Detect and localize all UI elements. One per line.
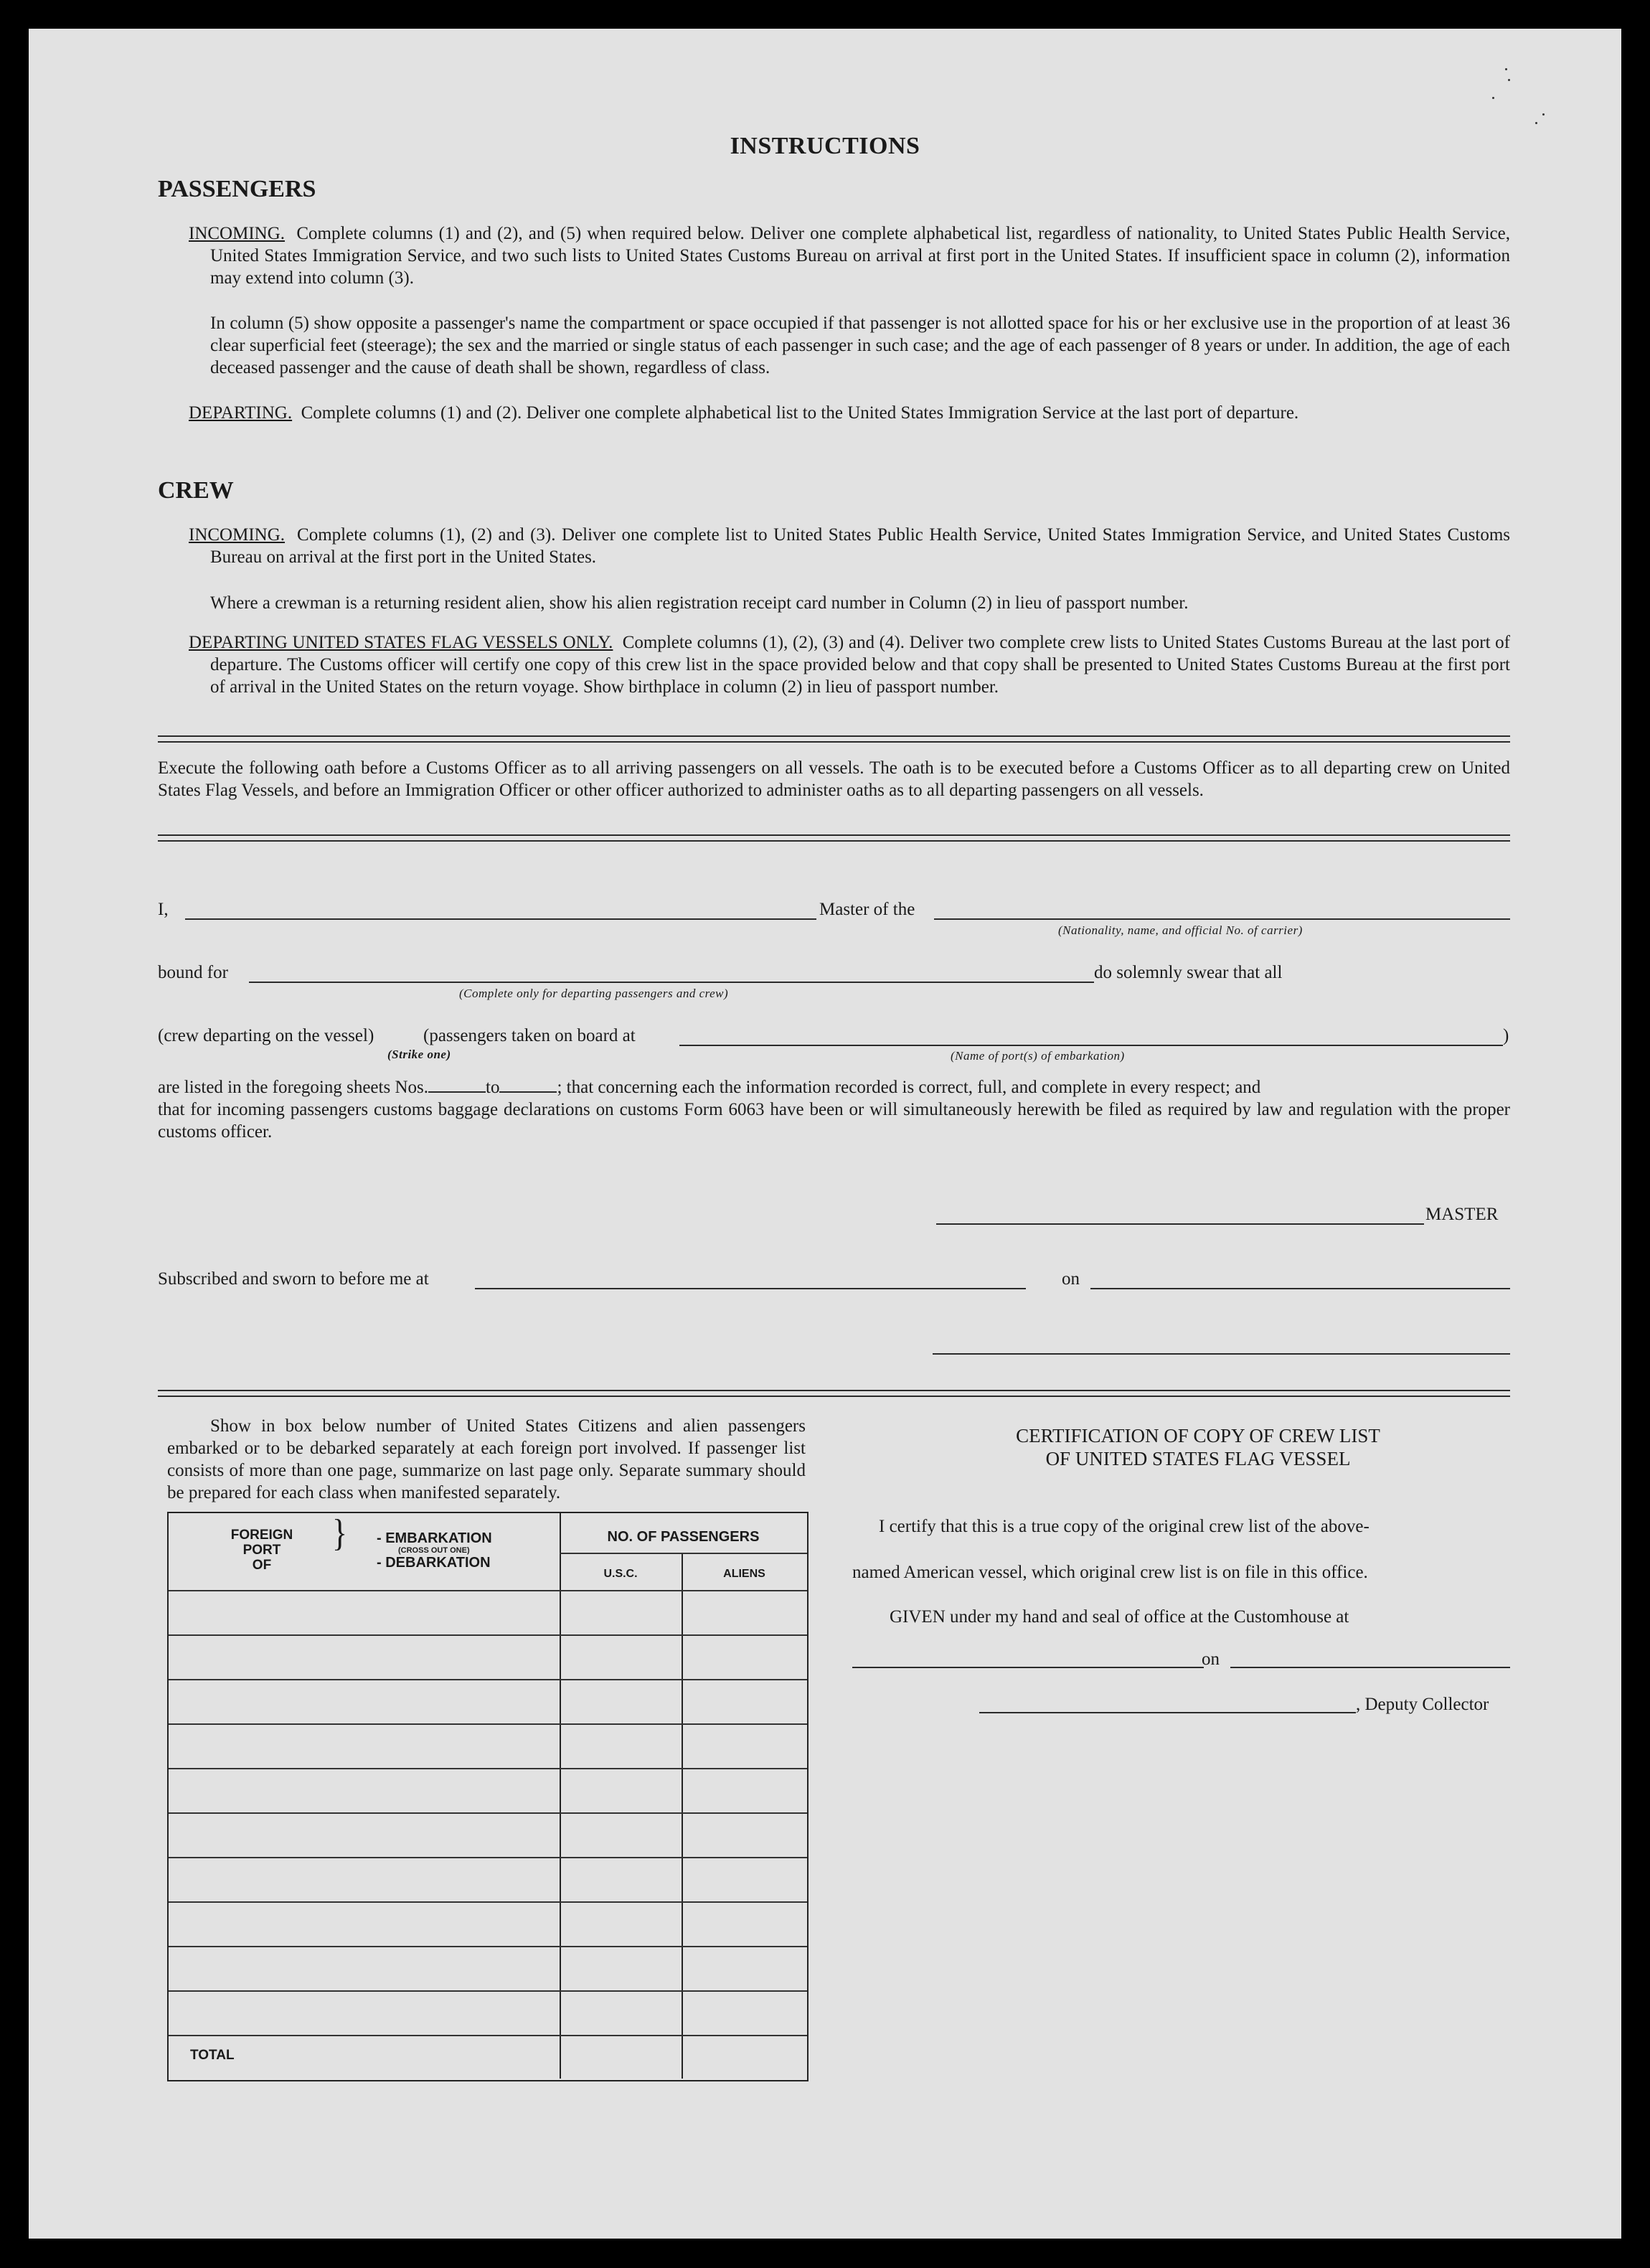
- total-label: TOTAL: [190, 2048, 235, 2063]
- cross-out-note: (CROSS OUT ONE): [398, 1546, 470, 1555]
- listed-to-text: to: [486, 1078, 500, 1097]
- ports-note: (Name of port(s) of embarkation): [951, 1049, 1125, 1063]
- divider-rule: [158, 741, 1510, 743]
- foreign-port-header: [212, 1528, 312, 1573]
- master-signature-field[interactable]: [936, 1223, 1424, 1225]
- officer-signature-field[interactable]: [933, 1353, 1510, 1355]
- divider-rule: [158, 840, 1510, 842]
- table-row-divider: [169, 1634, 807, 1636]
- master-name-field[interactable]: [185, 918, 816, 920]
- embarkation-label[interactable]: - EMBARKATION: [377, 1530, 492, 1546]
- scan-speck: [1492, 97, 1494, 99]
- close-paren: ): [1503, 1026, 1509, 1045]
- passengers-heading: PASSENGERS: [158, 176, 316, 202]
- given-line: GIVEN under my hand and seal of office at the Customhouse at: [890, 1607, 1349, 1627]
- master-of-the-label: Master of the: [819, 900, 915, 919]
- table-divider: [560, 1553, 807, 1554]
- table-row-divider: [169, 1590, 807, 1591]
- crew-departing-option[interactable]: (crew departing on the vessel): [158, 1026, 374, 1045]
- passengers-departing-paragraph: [189, 402, 1510, 424]
- scan-speck: [1508, 79, 1510, 81]
- scan-speck: [1505, 68, 1507, 70]
- passenger-summary-table: [167, 1512, 808, 2081]
- crew-departing-paragraph: [189, 631, 1511, 698]
- passengers-taken-option[interactable]: (passengers taken on board at: [423, 1026, 636, 1045]
- certify-line1: I certify that this is a true copy of the original crew list of the above-: [879, 1517, 1370, 1536]
- sheet-from-field[interactable]: [428, 1077, 486, 1093]
- usc-header: U.S.C.: [603, 1568, 638, 1580]
- table-row-divider: [169, 1812, 807, 1814]
- table-row-divider: [169, 1901, 807, 1903]
- table-divider: [560, 1513, 561, 2079]
- table-row-divider: [169, 1946, 807, 1947]
- passengers-incoming-label: INCOMING.: [189, 224, 286, 243]
- baggage-declaration-text: that for incoming passengers customs baggage declarations on customs Form 6063 have been or will simultaneously herewith be filed as required by law and regulation with the proper customs officer.: [158, 1100, 1510, 1142]
- table-divider: [682, 1553, 683, 2079]
- nationality-note: (Nationality, name, and official No. of carrier): [1058, 923, 1303, 937]
- divider-rule: [158, 735, 1510, 737]
- carrier-field[interactable]: [934, 918, 1510, 920]
- certification-heading: [839, 1424, 1557, 1470]
- certification-on-label: on: [1202, 1650, 1220, 1669]
- crew-incoming-paragraph: [189, 524, 1510, 568]
- certify-line2: named American vessel, which original crew list is on file in this office.: [852, 1563, 1368, 1582]
- listed-sheets-text: are listed in the foregoing sheets Nos.: [158, 1078, 428, 1097]
- table-row-divider: [169, 2035, 807, 2036]
- sworn-date-field[interactable]: [1090, 1288, 1510, 1289]
- divider-rule: [158, 834, 1510, 836]
- scan-speck: [1535, 122, 1537, 124]
- passengers-incoming-text: Complete columns (1) and (2), and (5) when required below. Deliver one complete alphabetical list, regardless of nationality, to United States Public Health Service, United States Immigration Service, and two such lists to United States Customs Bureau on arrival at first port in the United States. If insufficient space in column (2), information may extend into column (3).: [210, 224, 1511, 288]
- deputy-collector-label: , Deputy Collector: [1356, 1695, 1489, 1714]
- bound-for-label: bound for: [158, 963, 228, 982]
- complete-only-note: (Complete only for departing passengers and crew): [459, 987, 729, 1000]
- passengers-incoming-paragraph: [189, 222, 1511, 289]
- sheet-to-field[interactable]: [499, 1077, 557, 1093]
- form-sheet: [29, 29, 1621, 2239]
- subscribed-label: Subscribed and sworn to before me at: [158, 1269, 429, 1289]
- divider-rule: [158, 1390, 1510, 1391]
- listed-sheets-line: [158, 1076, 1510, 1098]
- crew-departing-label: DEPARTING UNITED STATES FLAG VESSELS ONLY.: [189, 633, 613, 652]
- passengers-departing-label: DEPARTING.: [189, 403, 293, 423]
- embarkation-port-field[interactable]: [679, 1045, 1503, 1046]
- foreign-label: FOREIGN: [230, 1528, 293, 1543]
- oath-intro: Execute the following oath before a Customs Officer as to all arriving passengers on all vessels. The oath is to be executed before a Customs Officer as to all departing crew on United States Flag Vessels, and before an Immigration Officer or other officer authorized to administer oaths as to all departing passengers on all vessels.: [158, 758, 1510, 800]
- solemnly-swear-label: do solemnly swear that all: [1094, 963, 1283, 982]
- crew-incoming-text: Complete columns (1), (2) and (3). Deliver one complete list to United States Public Health Service, United States Immigration Service, and United States Customs Bureau on arrival at the first port in the United States.: [210, 525, 1510, 567]
- passengers-column5-paragraph: In column (5) show opposite a passenger's name the compartment or space occupied if that passenger is not allotted space for his or her exclusive use in the proportion of at least 36 clear superficial feet (steerage); the sex and the married or single status of each passenger in such case; and the age of each passenger of 8 years or under. In addition, the age of each deceased passenger and the cause of death shall be shown, regardless of class.: [210, 314, 1510, 377]
- bound-for-field[interactable]: [249, 982, 1094, 983]
- listed-complete-text: ; that concerning each the information recorded is correct, full, and complete in every respect; and: [557, 1078, 1261, 1097]
- of-label: OF: [252, 1558, 272, 1573]
- certification-heading-line2: OF UNITED STATES FLAG VESSEL: [1045, 1448, 1351, 1469]
- no-of-passengers-header: NO. OF PASSENGERS: [607, 1529, 760, 1545]
- table-row-divider: [169, 1768, 807, 1769]
- summary-instruction: Show in box below number of United States Citizens and alien passengers embarked or to be debarked separately at each foreign port involved. If passenger list consists of more than one page, summarize on last page only. Separate summary should be prepared for each class when manifested separately.: [167, 1416, 806, 1502]
- scan-speck: [1542, 113, 1545, 116]
- crew-incoming-label: INCOMING.: [189, 525, 286, 545]
- table-row-divider: [169, 1857, 807, 1858]
- passengers-departing-text: Complete columns (1) and (2). Deliver one complete alphabetical list to the United States Immigration Service at the last port of departure.: [301, 403, 1299, 423]
- debarkation-label[interactable]: - DEBARKATION: [377, 1555, 491, 1571]
- port-label: PORT: [242, 1543, 281, 1558]
- customhouse-field[interactable]: [852, 1667, 1204, 1668]
- deputy-collector-signature-field[interactable]: [979, 1712, 1356, 1713]
- table-row-divider: [169, 1990, 807, 1992]
- certification-heading-line1: CERTIFICATION OF COPY OF CREW LIST: [1016, 1425, 1380, 1446]
- table-row-divider: [169, 1723, 807, 1725]
- sworn-place-field[interactable]: [475, 1288, 1026, 1289]
- crew-heading: CREW: [158, 477, 234, 504]
- divider-rule: [158, 1396, 1510, 1397]
- sworn-on-label: on: [1062, 1269, 1080, 1289]
- crew-departing-text: Complete columns (1), (2), (3) and (4). Deliver two complete crew lists to United States Customs Bureau at the last port of departure. The Customs officer will certify one copy of this crew list in the space provided below and that copy shall be presented to United States Customs Bureau at the first port of arrival in the United States on the return voyage. Show birthplace in column (2) in lieu of passport number.: [210, 633, 1511, 697]
- certification-date-field[interactable]: [1230, 1667, 1510, 1668]
- crew-resident-paragraph: Where a crewman is a returning resident alien, show his alien registration receipt card number in Column (2) in lieu of passport number.: [210, 593, 1189, 613]
- brace-icon: }: [332, 1512, 348, 1554]
- table-row-divider: [169, 1679, 807, 1680]
- strike-one-note: (Strike one): [387, 1048, 451, 1061]
- aliens-header: ALIENS: [723, 1568, 765, 1580]
- master-label: MASTER: [1425, 1205, 1499, 1224]
- oath-i-label: I,: [158, 900, 169, 919]
- page-title: INSTRUCTIONS: [730, 133, 920, 159]
